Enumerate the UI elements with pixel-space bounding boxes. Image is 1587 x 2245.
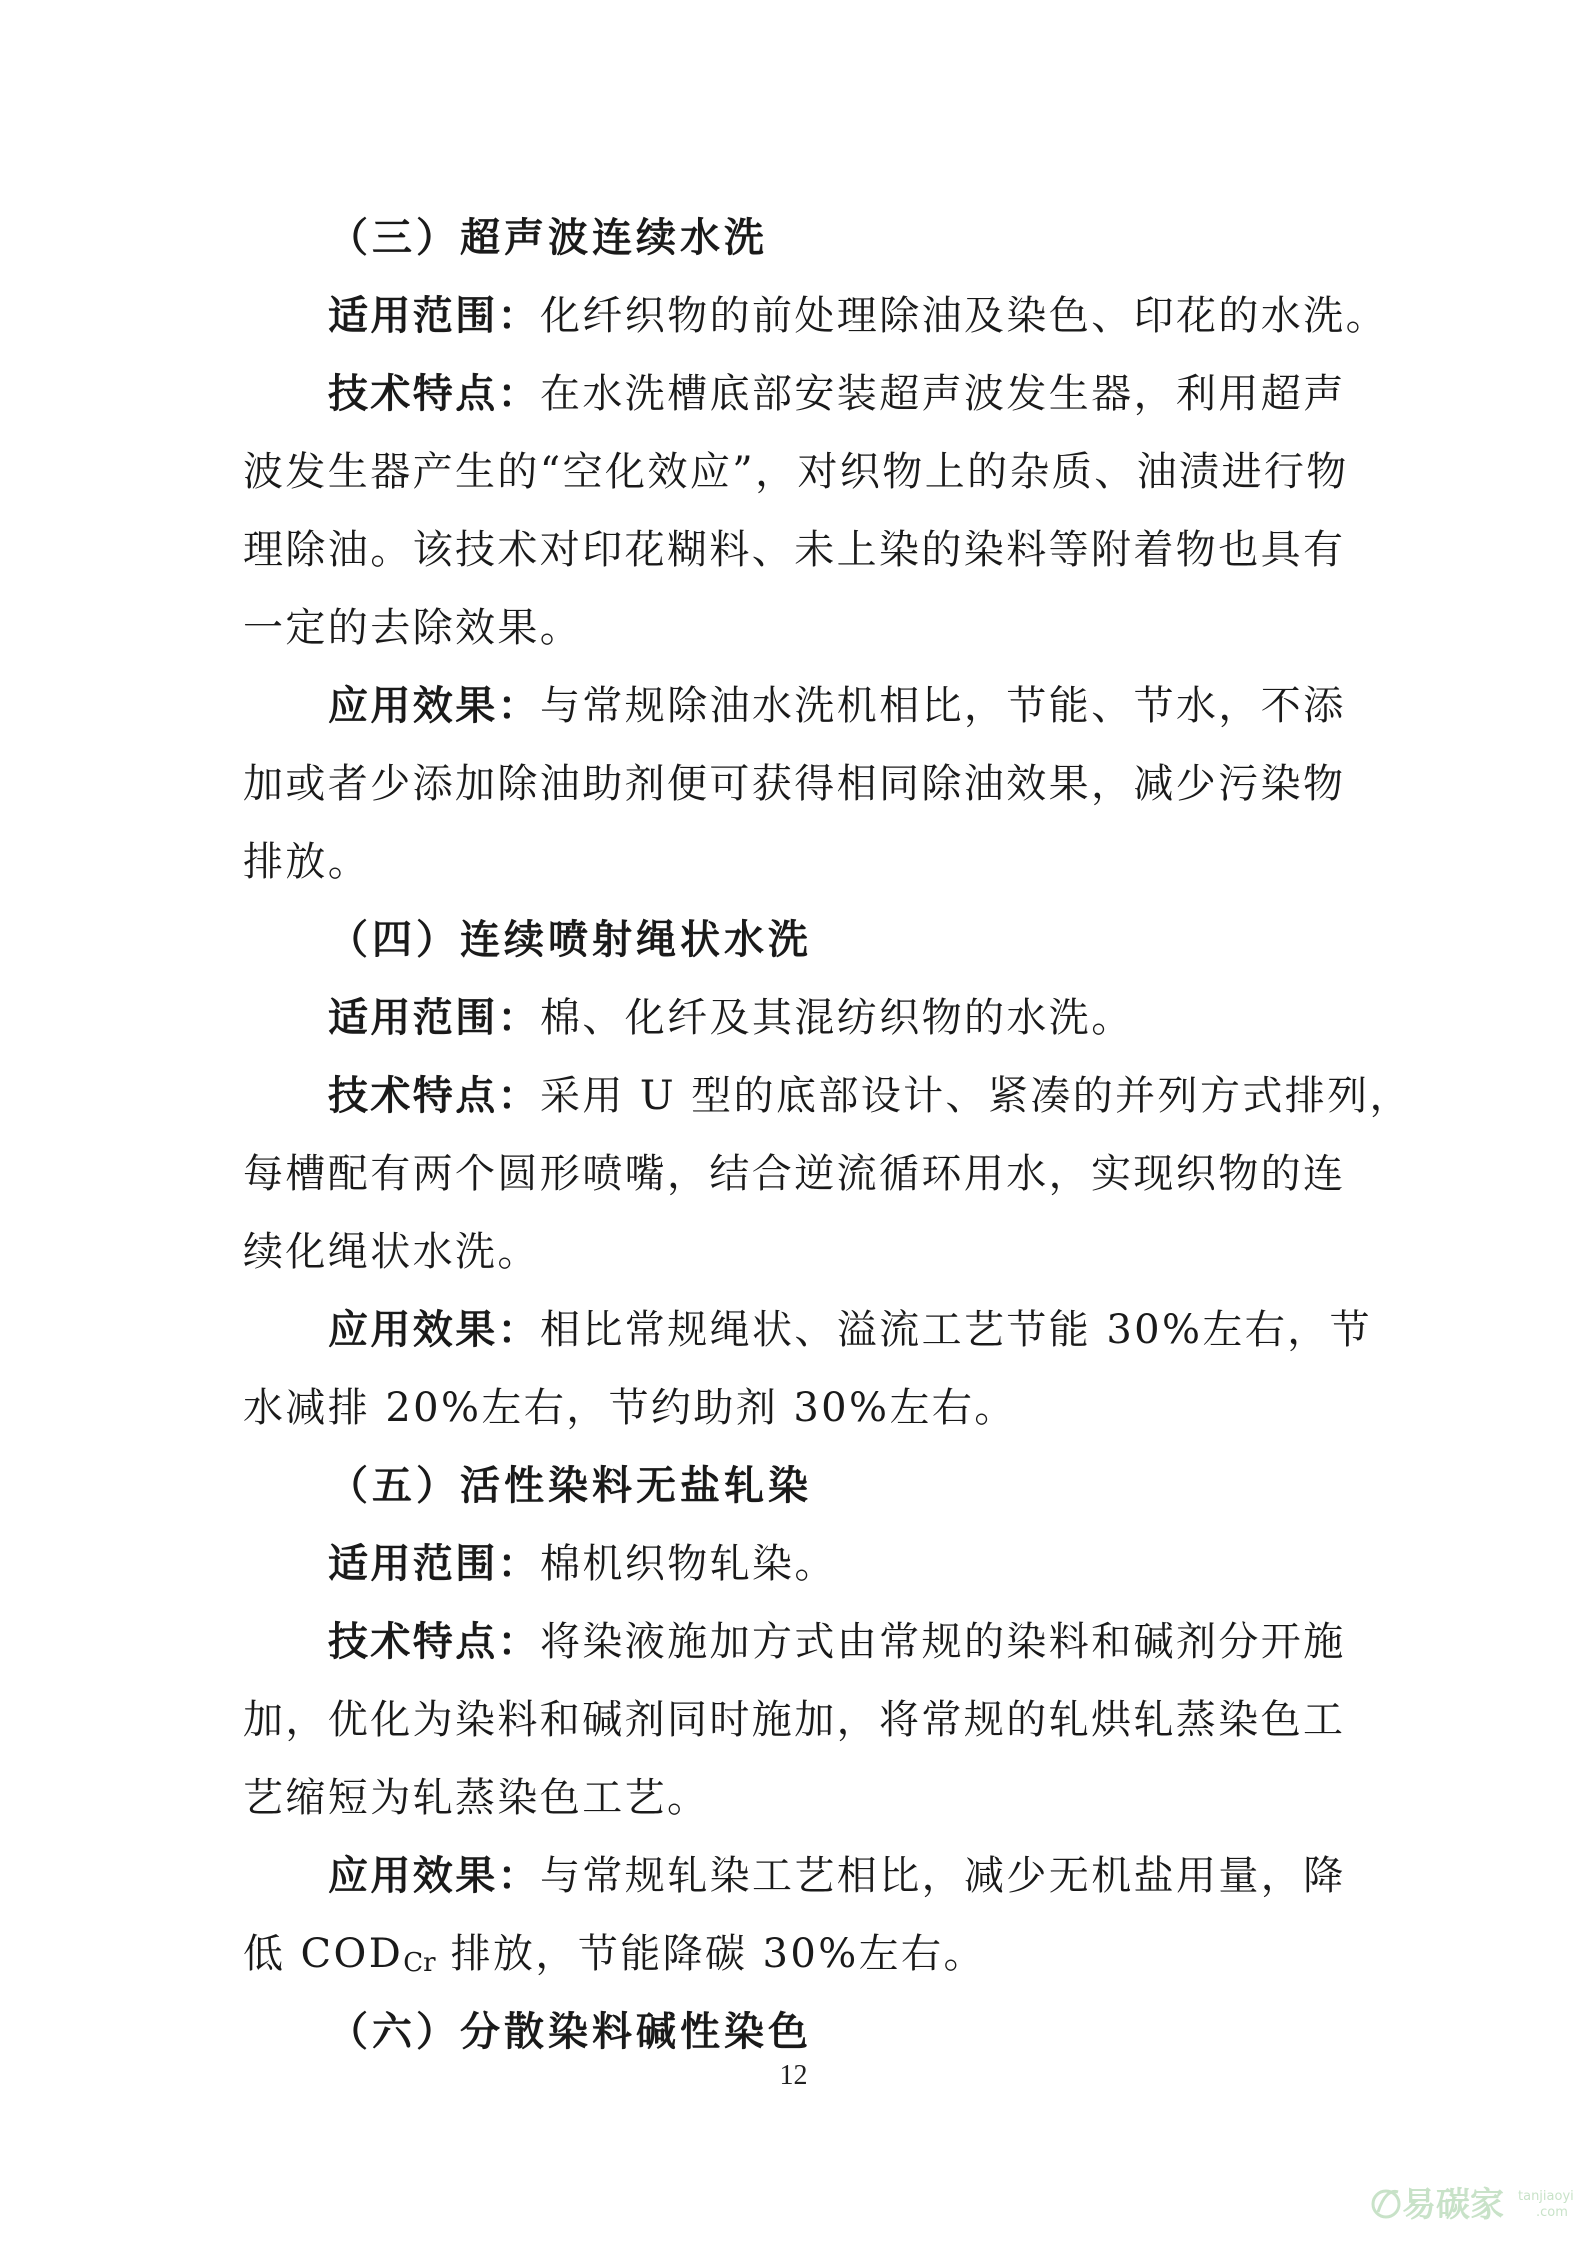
watermark-domain: tanjiaoyi: [1518, 2189, 1574, 2204]
effect-label: 应用效果：: [328, 1852, 540, 1899]
section-3-tech-line-1: [328, 364, 1353, 424]
effect-label: 应用效果：: [328, 682, 540, 729]
section-3-effect-line-2: 加或者少添加除油助剂便可获得相同除油效果，减少污染物: [243, 761, 1346, 807]
section-4-effect-line-2: 水减排 20%左右，节约助剂 30%左右。: [243, 1385, 1017, 1431]
section-3-tech-line-2: 波发生器产生的“空化效应”，对织物上的杂质、油渍进行物: [243, 449, 1349, 495]
tech-label: 技术特点：: [328, 1618, 540, 1665]
section-4-heading: （四）连续喷射绳状水洗: [328, 916, 812, 963]
section-3-effect-line-3: 排放。: [243, 839, 371, 885]
section-5-heading: （五）活性染料无盐轧染: [328, 1462, 812, 1509]
section-3-tech-line-4: 一定的去除效果。: [243, 605, 583, 651]
section-3-tech-line-3: 理除油。该技术对印花糊料、未上染的染料等附着物也具有: [243, 527, 1346, 573]
section-5-effect-line-2: [243, 1924, 1353, 1984]
section-5-tech-line-2: 加，优化为染料和碱剂同时施加，将常规的轧烘轧蒸染色工: [243, 1697, 1346, 1743]
cod-subscript: Cr: [403, 1948, 436, 1978]
section-4-effect-line-1: [328, 1300, 1373, 1360]
section-4-tech-line-2: 每槽配有两个圆形喷嘴，结合逆流循环用水，实现织物的连: [243, 1151, 1346, 1197]
scope-text: 棉、化纤及其混纺织物的水洗。: [540, 995, 1134, 1041]
section-5-tech-line-1: [328, 1612, 1353, 1672]
effect-text-pre: 低 COD: [243, 1931, 404, 1977]
scope-label: 适用范围：: [328, 1540, 540, 1587]
effect-text-post: 排放，节能降碳 30%左右。: [435, 1931, 986, 1977]
scope-label: 适用范围：: [328, 292, 540, 339]
section-5-effect-line-1: [328, 1846, 1353, 1906]
section-4-scope: [328, 988, 1353, 1048]
scope-label: 适用范围：: [328, 994, 540, 1041]
tech-text: 采用 U 型的底部设计、紧凑的并列方式排列，: [540, 1073, 1412, 1119]
section-4-tech-line-1: [328, 1066, 1412, 1126]
section-5-tech-line-3: 艺缩短为轧蒸染色工艺。: [243, 1775, 710, 1821]
scope-text: 化纤织物的前处理除油及染色、印花的水洗。: [540, 293, 1388, 339]
page-number: 12: [779, 2060, 808, 2091]
section-3-scope: [328, 286, 1388, 346]
tech-label: 技术特点：: [328, 1072, 540, 1119]
watermark-logo: [1368, 2178, 1578, 2234]
scope-text: 棉机织物轧染。: [540, 1541, 837, 1587]
effect-text: 与常规轧染工艺相比，减少无机盐用量，降: [540, 1853, 1346, 1899]
effect-text: 与常规除油水洗机相比，节能、节水，不添: [540, 683, 1346, 729]
section-5-scope: [328, 1534, 1353, 1594]
tech-text: 在水洗槽底部安装超声波发生器，利用超声: [540, 371, 1346, 417]
watermark-domain-suffix: .com: [1536, 2205, 1568, 2220]
tech-text: 将染液施加方式由常规的染料和碱剂分开施: [540, 1619, 1346, 1665]
section-4-tech-line-3: 续化绳状水洗。: [243, 1229, 540, 1275]
effect-text: 相比常规绳状、溢流工艺节能 30%左右，节: [540, 1307, 1373, 1353]
effect-label: 应用效果：: [328, 1306, 540, 1353]
watermark-brand: 易碳家: [1402, 2185, 1504, 2225]
section-3-effect-line-1: [328, 676, 1353, 736]
tech-label: 技术特点：: [328, 370, 540, 417]
section-6-heading: （六）分散染料碱性染色: [328, 2008, 812, 2055]
section-3-heading: （三）超声波连续水洗: [328, 214, 768, 261]
